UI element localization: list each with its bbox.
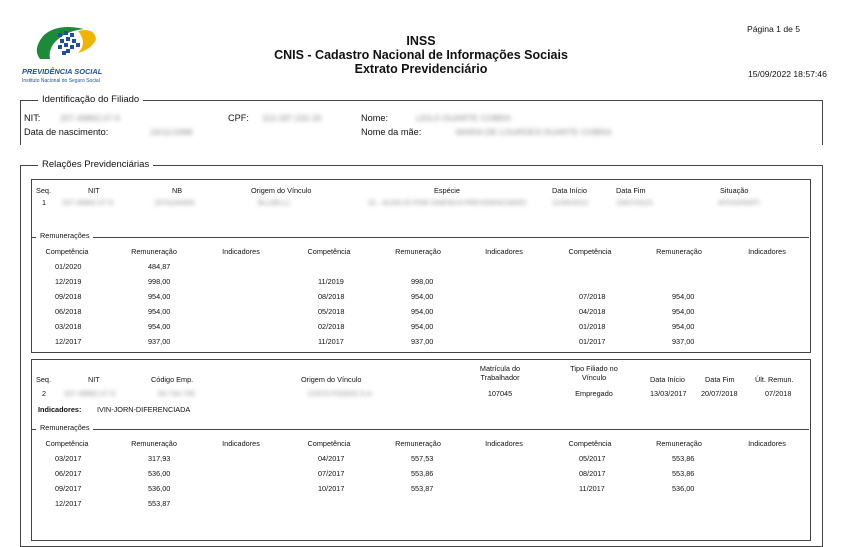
rel2-rem-comp: 08/2017 (579, 469, 606, 478)
logo-emblem-icon (22, 25, 122, 61)
rel2-rem-val: 536,00 (672, 484, 695, 493)
rel1-sit: ATIVO/INATI (718, 198, 760, 207)
rel2-seq: 2 (42, 389, 47, 398)
nit-value: 207.49862.07-5 (60, 113, 121, 123)
rel2-rem-comp: 11/2017 (579, 484, 605, 493)
rel1-rem-h-6: Competência (568, 247, 612, 256)
rel2-rem-h-6: Competência (568, 439, 612, 448)
rel1-rem-comp: 01/2020 (55, 262, 82, 271)
rel1-rem-h-3: Competência (307, 247, 351, 256)
rel2-tipo: Empregado (575, 389, 613, 398)
rel2-rem-val: 536,00 (148, 469, 171, 478)
rel1-nit: 207.49862.07-5 (62, 198, 114, 207)
rel1-nb: 1970249454 (154, 198, 195, 207)
rel2-rem-comp: 03/2017 (55, 454, 82, 463)
rel1-rem-row (0, 337, 851, 349)
rel1-rem-row (0, 292, 851, 304)
rel2-rem-val: 557,53 (411, 454, 434, 463)
rel2-cod-header: Código Emp. (151, 375, 194, 384)
rel2-matricula: 107045 (487, 389, 513, 398)
rel1-rem-comp: 09/2018 (55, 292, 82, 301)
rel1-rem-comp: 11/2017 (318, 337, 344, 346)
rel1-fim: 19/07/2015 (616, 198, 653, 207)
rel1-rem-h-7: Remuneração (656, 247, 702, 256)
rel2-rem-row (0, 469, 851, 481)
rel1-rem-comp: 08/2018 (318, 292, 345, 301)
rel1-rem-val: 954,00 (672, 322, 695, 331)
rel2-seq-header: Seq. (36, 375, 52, 384)
rel1-rem-row (0, 277, 851, 289)
header-title: INSS (406, 34, 436, 48)
rel2-tipo-header-2: Vínculo (581, 373, 607, 382)
rel2-rem-h-7: Remuneração (656, 439, 702, 448)
rel2-rem-val: 553,86 (411, 469, 434, 478)
rel2-rem-comp: 12/2017 (55, 499, 82, 508)
rel2-origem-header: Origem do Vínculo (301, 375, 362, 384)
cpf-value: 113.187.232-20 (262, 113, 322, 123)
rel2-rem-h-0: Competência (45, 439, 89, 448)
rel2-nit: 207.49862.07-5 (64, 389, 116, 398)
issue-datetime: 15/09/2022 18:57:46 (748, 69, 827, 79)
nome-value: LEILO DUARTE COBRA (416, 113, 511, 123)
rel1-sit-header: Situação (720, 186, 749, 195)
header-subtitle: CNIS - Cadastro Nacional de Informações Sociais (274, 48, 568, 62)
rel2-rem-row (0, 454, 851, 466)
rel1-ini: 11/05/2013 (552, 198, 588, 207)
rel1-rem-h-0: Competência (45, 247, 89, 256)
rel2-mat-header-1: Matrícula do (479, 364, 521, 373)
rel1-rem-val: 937,00 (148, 337, 171, 346)
rel1-rem-val: 954,00 (148, 292, 171, 301)
rel1-rem-val: 954,00 (148, 322, 171, 331)
rel1-origem: BLU(ELL) (258, 198, 291, 207)
rel2-rem-val: 553,86 (672, 454, 695, 463)
page-number: Página 1 de 5 (747, 24, 801, 34)
logo-brand-text: PREVIDÊNCIA SOCIAL (22, 67, 103, 76)
rel1-nb-header: NB (172, 186, 183, 195)
mae-value: MARIA DE LOURDES DUARTE COBRA (456, 127, 612, 137)
rel1-rem-val: 954,00 (672, 307, 695, 316)
rel2-rem-row (0, 484, 851, 496)
rel1-ini-header: Data Início (552, 186, 587, 195)
rel1-rem-legend: Remunerações (36, 231, 93, 240)
rel1-rem-comp: 01/2017 (579, 337, 606, 346)
previdencia-logo (22, 25, 122, 85)
rel1-rem-val: 954,00 (148, 307, 171, 316)
rel1-especie-header: Espécie (434, 186, 460, 195)
rel2-rem-val: 317,93 (148, 454, 171, 463)
rel1-rem-h-5: Indicadores (485, 247, 523, 256)
rel1-rem-comp: 02/2018 (318, 322, 345, 331)
rel2-rem-comp: 06/2017 (55, 469, 82, 478)
rel2-rem-h-4: Remuneração (395, 439, 441, 448)
rel2-rem-val: 553,86 (672, 469, 695, 478)
rel1-seq: 1 (42, 198, 47, 207)
rel1-seq-header: Seq. (36, 186, 52, 195)
header-doc-title: Extrato Previdenciário (354, 62, 488, 76)
rel1-fim-header: Data Fim (616, 186, 646, 195)
rel1-rem-val: 954,00 (411, 322, 434, 331)
rel1-rem-comp: 01/2018 (579, 322, 606, 331)
filiado-legend: Identificação do Filiado (38, 94, 143, 105)
rel2-rem-h-8: Indicadores (748, 439, 786, 448)
nascimento-value: 16/11/1998 (150, 127, 193, 137)
rel2-rem-h-3: Competência (307, 439, 351, 448)
rel2-indicadores-label: Indicadores: (38, 405, 82, 414)
rel2-rem-legend: Remunerações (36, 423, 93, 432)
rel2-cod: 00.734.739 (158, 389, 195, 398)
nascimento-label: Data de nascimento: (24, 127, 109, 137)
rel2-rem-comp: 05/2017 (579, 454, 606, 463)
rel1-rem-comp: 11/2019 (318, 277, 344, 286)
rel2-ini: 13/03/2017 (650, 389, 687, 398)
rel2-rem-h-1: Remuneração (131, 439, 177, 448)
rel1-rem-row (0, 307, 851, 319)
rel1-rem-val: 484,87 (148, 262, 171, 271)
rel1-rem-h-2: Indicadores (222, 247, 260, 256)
rel1-especie: 31 - AUXILIO POR DOENCA PREVIDENCIARIO (368, 198, 527, 207)
rel2-rem-rule (31, 429, 809, 430)
rel1-rem-val: 954,00 (411, 292, 434, 301)
relacoes-legend: Relações Previdenciárias (38, 159, 153, 170)
rel1-rem-val: 937,00 (411, 337, 434, 346)
rel1-rem-row (0, 322, 851, 334)
rel2-rem-val: 553,87 (148, 499, 171, 508)
rel2-fim-header: Data Fim (705, 375, 735, 384)
rel1-rem-comp: 12/2017 (55, 337, 82, 346)
cpf-label: CPF: (228, 113, 249, 123)
rel2-rem-h-2: Indicadores (222, 439, 260, 448)
rel1-rem-comp: 03/2018 (55, 322, 82, 331)
rel1-rem-rule (31, 237, 809, 238)
rel1-rem-val: 998,00 (411, 277, 434, 286)
rel2-rem-headers (0, 439, 851, 451)
rel1-rem-comp: 04/2018 (579, 307, 606, 316)
rel2-rem-val: 536,00 (148, 484, 171, 493)
rel2-ult-header: Últ. Remun. (755, 375, 794, 384)
rel2-rem-comp: 07/2017 (318, 469, 345, 478)
rel1-rem-h-1: Remuneração (131, 247, 177, 256)
rel1-rem-h-8: Indicadores (748, 247, 786, 256)
rel1-rem-val: 954,00 (672, 292, 695, 301)
rel2-fim: 20/07/2018 (701, 389, 738, 398)
rel1-rem-comp: 05/2018 (318, 307, 345, 316)
rel2-rem-row (0, 499, 851, 511)
rel2-origem: COCO FOODS S.A (308, 389, 372, 398)
nome-label: Nome: (361, 113, 389, 123)
rel2-rem-comp: 09/2017 (55, 484, 82, 493)
mae-label: Nome da mãe: (361, 127, 422, 137)
rel2-ult: 07/2018 (765, 389, 792, 398)
rel2-indicadores-value: IVIN-JORN-DIFERENCIADA (97, 405, 191, 414)
rel2-rem-val: 553,87 (411, 484, 434, 493)
rel1-rem-comp: 07/2018 (579, 292, 606, 301)
rel1-nit-header: NIT (88, 186, 100, 195)
rel1-rem-val: 998,00 (148, 277, 171, 286)
rel2-rem-h-5: Indicadores (485, 439, 523, 448)
rel2-rem-comp: 04/2017 (318, 454, 345, 463)
rel1-rem-row (0, 262, 851, 274)
rel1-origem-header: Origem do Vínculo (251, 186, 312, 195)
rel2-rem-comp: 10/2017 (318, 484, 345, 493)
rel1-rem-h-4: Remuneração (395, 247, 441, 256)
rel2-nit-header: NIT (88, 375, 100, 384)
nit-label: NIT: (24, 113, 41, 123)
rel2-ini-header: Data Início (650, 375, 685, 384)
rel1-rem-headers (0, 247, 851, 259)
rel1-rem-val: 954,00 (411, 307, 434, 316)
logo-sub-text: Instituto Nacional do Seguro Social (22, 78, 100, 84)
rel1-rem-comp: 12/2019 (55, 277, 82, 286)
rel1-rem-val: 937,00 (672, 337, 695, 346)
rel2-mat-header-2: Trabalhador (480, 373, 520, 382)
rel1-rem-comp: 06/2018 (55, 307, 82, 316)
rel2-tipo-header-1: Tipo Filiado no (570, 364, 618, 373)
